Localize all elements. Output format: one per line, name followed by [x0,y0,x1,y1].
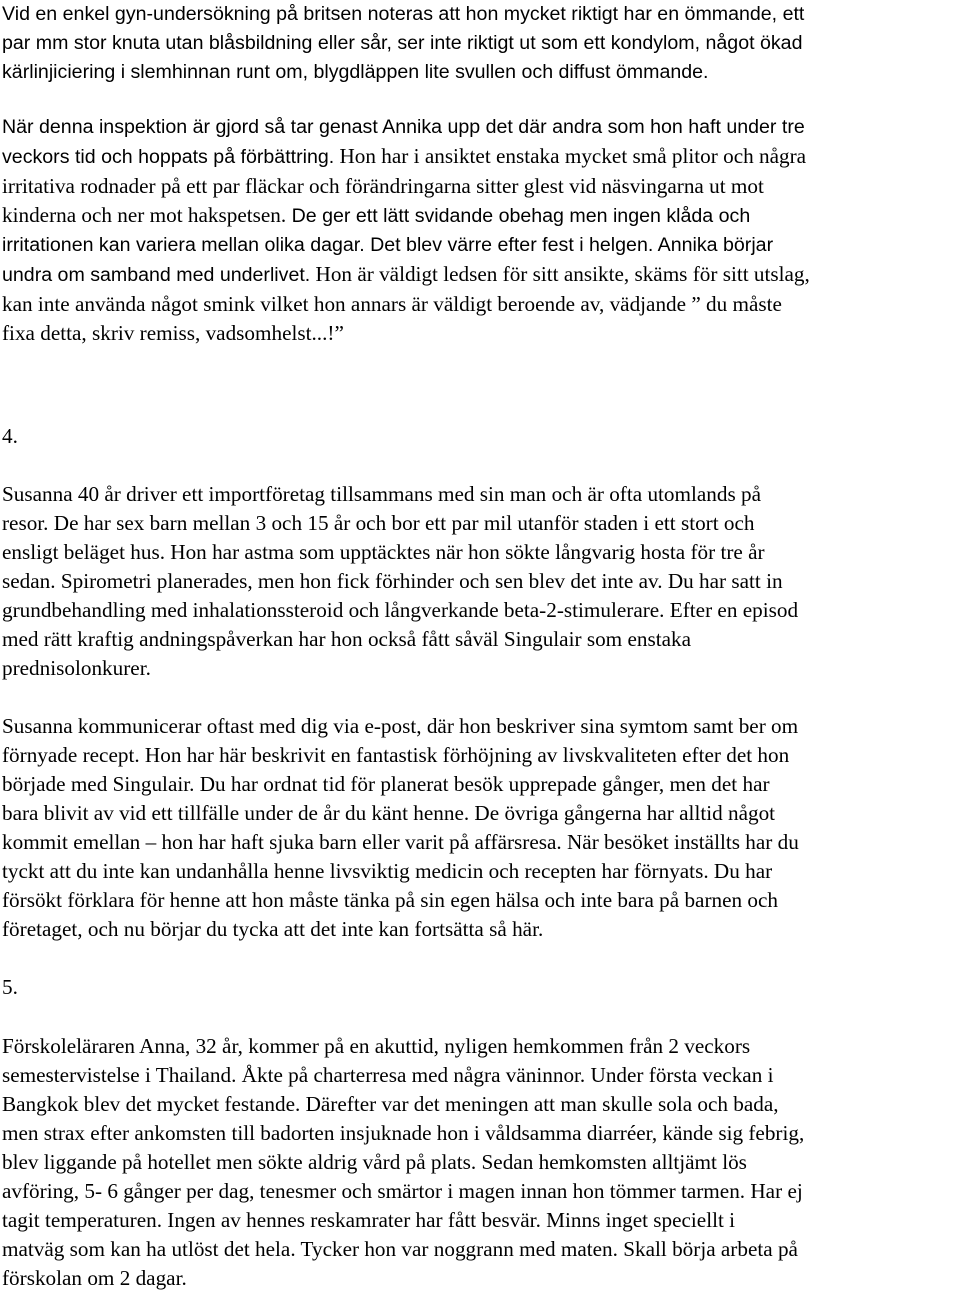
text-line: tyckt att du inte kan undanhålla henne livsviktig medicin och recepten har förnyats. Du har [2,859,773,883]
text-line: De ger ett lätt svidande obehag men ingen klåda och [286,205,751,227]
text-line: grundbehandling med inhalationssteroid och långverkande beta-2-stimulerare. Efter en episod [2,598,799,622]
text-line: veckors tid och hoppats på förbättring. [2,146,335,168]
text-line: matväg som kan ha utlöst det hela. Tycker hon var noggrann med maten. Skall börja arbeta på [2,1237,798,1261]
text-line: började med Singulair. Du har ordnat tid för planerat besök upprepade gånger, men det har [2,772,770,796]
paragraph-susanna-background [2,480,957,683]
text-line: resor. De har sex barn mellan 3 och 15 år och bor ett par mil utanför staden i ett stort och [2,511,755,535]
text-line: sedan. Spirometri planerades, men hon fick förhinder och sen blev det inte av. Du har satt in [2,569,783,593]
text-line: kinderna och ner mot hakspetsen. [2,203,287,227]
text-line: kommit emellan – hon har haft sjuka barn eller varit på affärsresa. När besöket inställts har du [2,830,799,854]
paragraph-gyn-exam [2,0,957,87]
section-number-4: 4. [2,424,18,448]
text-line: irritativa rodnader på ett par fläckar och förändringarna sitter glest vid näsvingarna ut mot [2,174,764,198]
section-number-5: 5. [2,975,18,999]
text-line: Susanna kommunicerar oftast med dig via e-post, där hon beskriver sina symtom samt ber om [2,714,799,738]
text-line: När denna inspektion är gjord så tar genast Annika upp det där andra som hon haft under tre [2,116,805,138]
text-line: avföring, 5- 6 gånger per dag, tenesmer och smärtor i magen innan hon tömmer tarmen. Har ej [2,1179,803,1203]
text-line: ensligt beläget hus. Hon har astma som upptäcktes när hon sökte långvarig hosta för tre år [2,540,765,564]
text-line: Hon har i ansiktet enstaka mycket små plitor och några [334,144,807,168]
text-line: förskolan om 2 dagar. [2,1266,187,1290]
text-line: Förskoleläraren Anna, 32 år, kommer på en akuttid, nyligen hemkommen från 2 veckors [2,1034,751,1058]
paragraph-anna-thailand [2,1032,957,1293]
text-line: par mm stor knuta utan blåsbildning eller sår, ser inte riktigt ut som ett kondylom, något ökad [2,32,803,54]
text-line: Bangkok blev det mycket festande. Därefter var det meningen att man skulle sola och bada, [2,1092,779,1116]
text-line: kärlinjiciering i slemhinnan runt om, blygdläppen lite svullen och diffust ömmande. [2,61,709,83]
text-line: kan inte använda något smink vilket hon annars är väldigt beroende av, vädjande ” du måste [2,292,782,316]
text-line: fixa detta, skriv remiss, vadsomhelst...!” [2,321,344,345]
text-line: tagit temperaturen. Ingen av hennes reskamrater har fått besvär. Minns inget speciellt i [2,1208,736,1232]
text-line: undra om samband med underlivet. [2,264,311,286]
text-line: semestervistelse i Thailand. Åkte på charterresa med några väninnor. Under första veckan i [2,1063,774,1087]
text-line: men strax efter ankomsten till badorten insjuknade hon i våldsamma diarréer, kände sig febrig, [2,1121,805,1145]
text-line: Vid en enkel gyn-undersökning på britsen noteras att hon mycket riktigt har en ömmande, ett [2,3,805,25]
paragraph-susanna-communication [2,712,957,944]
text-line: bara blivit av vid ett tillfälle under de år du känt henne. De övriga gångerna har alltid något [2,801,776,825]
text-line: blev liggande på hotellet men sökte aldrig vård på plats. Sedan hemkomsten alltjämt lös [2,1150,747,1174]
text-line: irritationen kan variera mellan olika dagar. Det blev värre efter fest i helgen. Annika börjar [2,234,774,256]
text-line: med rätt kraftig andningspåverkan har hon också fått såväl Singulair som enstaka [2,627,691,651]
text-line: Susanna 40 år driver ett importföretag tillsammans med sin man och är ofta utomlands på [2,482,762,506]
text-line: Hon är väldigt ledsen för sitt ansikte, skäms för sitt utslag, [310,262,810,286]
text-line: företaget, och nu börjar du tycka att det inte kan fortsätta så här. [2,917,544,941]
text-line: prednisolonkurer. [2,656,151,680]
text-line: försökt förklara för henne att hon måste tänka på sin egen hälsa och inte bara på barnen och [2,888,778,912]
paragraph-annika-face [2,113,957,348]
text-line: förnyade recept. Hon har här beskrivit en fantastisk förhöjning av livskvaliteten efter det hon [2,743,790,767]
